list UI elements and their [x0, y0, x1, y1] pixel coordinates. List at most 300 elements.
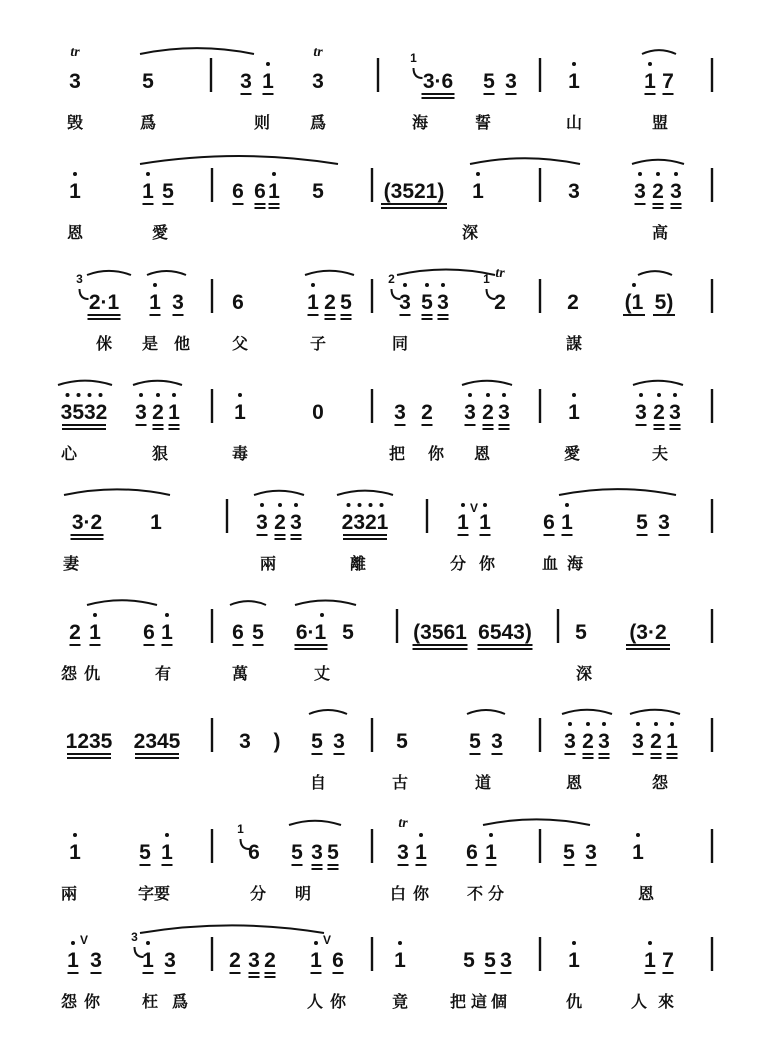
- note: (1: [624, 291, 644, 314]
- note: 5: [312, 180, 324, 203]
- note: 5: [463, 949, 475, 972]
- note: 2345: [133, 730, 181, 753]
- lyric: 狠: [151, 444, 169, 463]
- octave-dot: [73, 833, 77, 837]
- note: 6: [254, 180, 266, 203]
- lyric: 深: [461, 223, 479, 242]
- note: 2: [324, 291, 336, 314]
- lyric: 分: [449, 554, 467, 573]
- octave-dot: [673, 393, 677, 397]
- note: 1: [69, 841, 81, 864]
- note: 1: [161, 621, 173, 644]
- slur: [140, 48, 254, 54]
- note: 1: [268, 180, 280, 203]
- breath-mark: V: [79, 933, 89, 947]
- lyric: 高: [651, 223, 669, 242]
- note: 2: [421, 401, 433, 424]
- lyric: 謀: [565, 334, 583, 353]
- lyric: 分: [487, 884, 505, 903]
- note: 2: [152, 401, 164, 424]
- note: 1235: [65, 730, 113, 753]
- note: 1: [472, 180, 484, 203]
- score-system: [67, 156, 712, 242]
- octave-dot: [172, 393, 176, 397]
- lyric: 個: [490, 992, 508, 1011]
- lyric: 把: [388, 444, 406, 463]
- lyric: 自: [309, 773, 327, 792]
- lyric: 人: [630, 992, 648, 1011]
- lyric: 怨: [651, 773, 669, 792]
- slur: [295, 600, 356, 605]
- note: 5: [142, 70, 154, 93]
- note: (3561: [413, 621, 467, 644]
- lyric: 心: [60, 444, 78, 463]
- octave-dot: [648, 941, 652, 945]
- note: 5: [162, 180, 174, 203]
- note: 5: [396, 730, 408, 753]
- note: 3: [670, 180, 682, 203]
- score-system: [61, 600, 712, 683]
- octave-dot: [146, 941, 150, 945]
- grace-note: 1: [483, 272, 490, 286]
- lyric: 竟: [391, 992, 409, 1011]
- octave-dot: [266, 62, 270, 66]
- trill-mark: tr: [313, 45, 323, 60]
- note: 5: [139, 841, 151, 864]
- octave-dot: [565, 503, 569, 507]
- score-system: [58, 381, 712, 463]
- octave-dot: [260, 503, 264, 507]
- octave-dot: [238, 393, 242, 397]
- lyric: 则: [253, 113, 271, 132]
- octave-dot: [468, 393, 472, 397]
- lyric: 這: [470, 992, 488, 1011]
- lyric: 夫: [651, 444, 669, 463]
- octave-dot: [294, 503, 298, 507]
- octave-dot: [403, 283, 407, 287]
- lyric: 你: [412, 884, 430, 903]
- lyric: 你: [329, 992, 347, 1011]
- octave-dot: [314, 941, 318, 945]
- lyric: 他: [173, 334, 191, 353]
- lyric: 仇: [565, 992, 583, 1011]
- note: 1: [632, 841, 644, 864]
- octave-dot: [572, 393, 576, 397]
- note: 2: [69, 621, 81, 644]
- note: 2321: [341, 511, 389, 534]
- octave-dot: [648, 62, 652, 66]
- note: 1: [69, 180, 81, 203]
- note: 3: [568, 180, 580, 203]
- note: 3: [464, 401, 476, 424]
- slur: [87, 271, 131, 275]
- note: 2: [653, 401, 665, 424]
- lyric: 你: [478, 554, 496, 573]
- octave-dot: [156, 393, 160, 397]
- note: 3: [240, 70, 252, 93]
- octave-dot: [483, 503, 487, 507]
- lyric: 盟: [651, 113, 669, 132]
- lyric: 恩: [565, 773, 583, 792]
- note: (3·2: [629, 621, 667, 644]
- score-system: [67, 45, 712, 132]
- score-system: [66, 710, 712, 792]
- slur: [58, 381, 112, 385]
- octave-dot: [636, 833, 640, 837]
- octave-dot: [425, 283, 429, 287]
- lyric: 同: [391, 334, 409, 353]
- note: 3: [498, 401, 510, 424]
- note: 1: [644, 70, 656, 93]
- octave-dot: [165, 613, 169, 617]
- lyric: 人: [306, 992, 324, 1011]
- slur: [133, 381, 182, 385]
- lyric: 分: [249, 884, 267, 903]
- note: 6·1: [295, 621, 327, 644]
- grace-note: 3: [131, 930, 138, 944]
- lyric: 丈: [313, 664, 331, 683]
- lyric: 你: [427, 444, 445, 463]
- note: 2: [652, 180, 664, 203]
- octave-dot: [572, 62, 576, 66]
- note: 5: [342, 621, 354, 644]
- note: 3: [290, 511, 302, 534]
- note: 3: [90, 949, 102, 972]
- note: 3: [585, 841, 597, 864]
- lyric: 爲: [309, 113, 327, 132]
- grace-slur: [414, 68, 423, 78]
- lyric: 離: [349, 554, 367, 573]
- note: 1: [142, 180, 154, 203]
- slur: [633, 381, 683, 385]
- octave-dot: [461, 503, 465, 507]
- lyric: 有: [154, 664, 172, 683]
- slur: [642, 50, 676, 54]
- note: 5: [340, 291, 352, 314]
- lyric: 海: [566, 554, 584, 573]
- octave-dot: [99, 393, 103, 397]
- slur: [289, 821, 341, 825]
- note: 5: [469, 730, 481, 753]
- octave-dot: [657, 393, 661, 397]
- lyric: 是: [141, 334, 159, 353]
- lyric: 爲: [171, 992, 189, 1011]
- note: 5: [483, 70, 495, 93]
- note: 6543): [478, 621, 532, 644]
- note: 1: [666, 730, 678, 753]
- octave-dot: [441, 283, 445, 287]
- note: 1: [67, 949, 79, 972]
- octave-dot: [674, 172, 678, 176]
- note: 1: [644, 949, 656, 972]
- note: 5: [421, 291, 433, 314]
- note: 5: [484, 949, 496, 972]
- note: ): [273, 730, 281, 753]
- note: 0: [312, 401, 324, 424]
- grace-note: 1: [410, 51, 417, 65]
- note: 1: [262, 70, 274, 93]
- note: 1: [142, 949, 154, 972]
- note: 3: [598, 730, 610, 753]
- lyric: 毁: [66, 113, 84, 132]
- slur: [632, 160, 684, 164]
- lyric: 兩: [259, 554, 277, 573]
- slur: [483, 819, 590, 825]
- lyric: 爲: [139, 113, 157, 132]
- lyric: 深: [575, 664, 593, 683]
- note: 2: [650, 730, 662, 753]
- note: 5: [311, 730, 323, 753]
- note: 3·6: [422, 70, 454, 93]
- note: 1: [561, 511, 573, 534]
- lyric: 字要: [137, 884, 171, 903]
- octave-dot: [489, 833, 493, 837]
- note: 1: [89, 621, 101, 644]
- note: 1: [479, 511, 491, 534]
- octave-dot: [358, 503, 362, 507]
- score-system: [61, 925, 712, 1011]
- octave-dot: [88, 393, 92, 397]
- slur: [562, 710, 612, 714]
- note: 6: [466, 841, 478, 864]
- octave-dot: [419, 833, 423, 837]
- octave-dot: [502, 393, 506, 397]
- trill-mark: tr: [398, 816, 408, 831]
- lyric: 恩: [473, 444, 491, 463]
- lyric: 誓: [474, 113, 492, 132]
- note: 1: [149, 291, 161, 314]
- note: 3: [669, 401, 681, 424]
- octave-dot: [380, 503, 384, 507]
- note: 2: [582, 730, 594, 753]
- octave-dot: [278, 503, 282, 507]
- octave-dot: [568, 722, 572, 726]
- lyric: 怨: [60, 992, 78, 1011]
- breath-mark: V: [322, 933, 332, 947]
- note: 3: [399, 291, 411, 314]
- note: 1: [457, 511, 469, 534]
- note: 2: [494, 291, 506, 314]
- lyric: 枉: [141, 992, 159, 1011]
- note: 3: [312, 70, 324, 93]
- lyric: 血: [541, 554, 559, 573]
- note: 6: [232, 621, 244, 644]
- slur: [470, 158, 580, 164]
- lyric: 來: [657, 992, 675, 1011]
- octave-dot: [272, 172, 276, 176]
- lyric: 你: [83, 992, 101, 1011]
- octave-dot: [71, 941, 75, 945]
- lyric: 仇: [83, 664, 101, 683]
- note: 5: [563, 841, 575, 864]
- note: 2: [567, 291, 579, 314]
- grace-note: 2: [388, 272, 395, 286]
- note: 6: [232, 180, 244, 203]
- note: 5: [636, 511, 648, 534]
- note: 3: [311, 841, 323, 864]
- note: 3: [634, 180, 646, 203]
- note: 2: [274, 511, 286, 534]
- trill-mark: tr: [495, 266, 505, 281]
- slur: [230, 601, 266, 605]
- octave-dot: [311, 283, 315, 287]
- lyric: 白: [389, 884, 407, 903]
- slur: [140, 156, 338, 164]
- note: 6: [232, 291, 244, 314]
- note: 3: [239, 730, 251, 753]
- octave-dot: [654, 722, 658, 726]
- note: 3: [505, 70, 517, 93]
- note: 6: [248, 841, 260, 864]
- lyric: 古: [391, 773, 409, 792]
- octave-dot: [93, 613, 97, 617]
- octave-dot: [139, 393, 143, 397]
- lyric: 山: [565, 113, 583, 132]
- note: 3: [397, 841, 409, 864]
- slur: [254, 491, 304, 495]
- lyric: 妻: [62, 554, 80, 573]
- octave-dot: [153, 283, 157, 287]
- lyric: 恩: [66, 223, 84, 242]
- note: 1: [168, 401, 180, 424]
- note: 5): [654, 291, 674, 314]
- score-system: [61, 816, 712, 903]
- lyric: 海: [411, 113, 429, 132]
- octave-dot: [486, 393, 490, 397]
- slur: [630, 710, 680, 714]
- note: 1: [568, 401, 580, 424]
- note: 2: [229, 949, 241, 972]
- note: 2·1: [88, 291, 120, 314]
- lyric: 兩: [60, 884, 78, 903]
- slur: [87, 600, 157, 605]
- slur: [309, 710, 347, 714]
- slur: [147, 271, 186, 275]
- slur: [638, 271, 672, 275]
- note: 1: [310, 949, 322, 972]
- octave-dot: [602, 722, 606, 726]
- score-system: [76, 266, 712, 353]
- octave-dot: [638, 172, 642, 176]
- slur: [140, 925, 324, 933]
- note: 3: [69, 70, 81, 93]
- lyric: 不: [466, 884, 484, 903]
- grace-note: 1: [237, 822, 244, 836]
- note: 3: [635, 401, 647, 424]
- note: 3: [564, 730, 576, 753]
- note: 2: [482, 401, 494, 424]
- note: 6: [332, 949, 344, 972]
- lyric: 侎: [95, 334, 113, 353]
- octave-dot: [77, 393, 81, 397]
- note: 1: [485, 841, 497, 864]
- grace-note: 3: [76, 272, 83, 286]
- lyric: 道: [474, 773, 492, 792]
- note: 3: [256, 511, 268, 534]
- note: 3: [632, 730, 644, 753]
- octave-dot: [369, 503, 373, 507]
- note: 1: [234, 401, 246, 424]
- slur: [64, 489, 170, 495]
- note: 1: [394, 949, 406, 972]
- octave-dot: [656, 172, 660, 176]
- note: 3532: [60, 401, 108, 424]
- note: 1: [415, 841, 427, 864]
- lyric: 愛: [563, 444, 581, 463]
- octave-dot: [586, 722, 590, 726]
- lyric: 把: [449, 992, 467, 1011]
- note: 5: [252, 621, 264, 644]
- note: 3·2: [71, 511, 103, 534]
- note: 5: [291, 841, 303, 864]
- lyric: 萬: [231, 664, 249, 683]
- note: 3: [333, 730, 345, 753]
- lyric: 怨: [60, 664, 78, 683]
- octave-dot: [73, 172, 77, 176]
- octave-dot: [476, 172, 480, 176]
- octave-dot: [632, 283, 636, 287]
- lyric: 恩: [637, 884, 655, 903]
- lyric: 毒: [231, 444, 249, 463]
- note: 1: [150, 511, 162, 534]
- note: 7: [662, 949, 674, 972]
- octave-dot: [146, 172, 150, 176]
- slur: [559, 489, 676, 495]
- slur: [397, 270, 495, 275]
- octave-dot: [347, 503, 351, 507]
- lyric: 明: [294, 884, 312, 903]
- note: 2: [264, 949, 276, 972]
- grace-slur: [80, 289, 89, 299]
- note: 3: [248, 949, 260, 972]
- lyric: 子: [309, 334, 327, 353]
- note: 1: [161, 841, 173, 864]
- note: 7: [662, 70, 674, 93]
- note: 3: [394, 401, 406, 424]
- note: 3: [164, 949, 176, 972]
- trill-mark: tr: [70, 45, 80, 60]
- note: 1: [307, 291, 319, 314]
- note: 5: [575, 621, 587, 644]
- note: 5: [327, 841, 339, 864]
- octave-dot: [636, 722, 640, 726]
- note: 3: [500, 949, 512, 972]
- lyric: 愛: [151, 223, 169, 242]
- note: 6: [143, 621, 155, 644]
- note: 3: [135, 401, 147, 424]
- lyric: 父: [231, 334, 249, 353]
- breath-mark: V: [469, 501, 479, 515]
- note: 3: [491, 730, 503, 753]
- octave-dot: [165, 833, 169, 837]
- octave-dot: [320, 613, 324, 617]
- octave-dot: [572, 941, 576, 945]
- note: 3: [437, 291, 449, 314]
- note: 3: [658, 511, 670, 534]
- slur: [337, 491, 393, 495]
- note: 1: [568, 949, 580, 972]
- octave-dot: [398, 941, 402, 945]
- slur: [305, 271, 354, 275]
- octave-dot: [670, 722, 674, 726]
- slur: [467, 710, 505, 714]
- note: 1: [568, 70, 580, 93]
- octave-dot: [66, 393, 70, 397]
- note: 3: [172, 291, 184, 314]
- note: (3521): [383, 180, 445, 203]
- note: 6: [543, 511, 555, 534]
- octave-dot: [639, 393, 643, 397]
